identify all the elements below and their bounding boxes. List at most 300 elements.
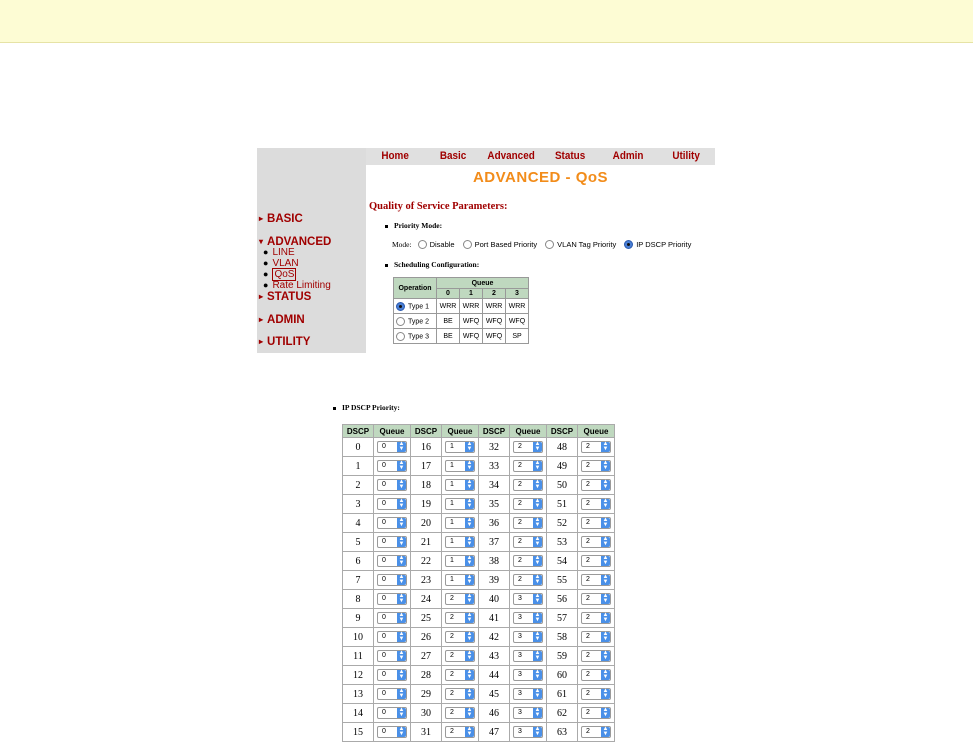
dscp-value: 44 (479, 666, 509, 684)
queue-select[interactable] (513, 479, 543, 491)
dscp-value: 17 (411, 457, 441, 475)
queue-select-value: 0 (382, 613, 386, 621)
select-arrows-icon: ▲ ▼ (534, 611, 541, 623)
select-arrows-icon: ▲ ▼ (602, 687, 609, 699)
queue-select-value: 3 (518, 632, 522, 640)
select-arrows-icon: ▲ ▼ (398, 573, 405, 585)
queue-select[interactable] (377, 688, 407, 700)
queue-select[interactable] (445, 688, 475, 700)
sched-row-type3 (394, 329, 528, 343)
nav-basic[interactable] (259, 213, 303, 225)
queue-select[interactable] (513, 707, 543, 719)
queue-select[interactable] (581, 612, 611, 624)
queue-select-value: 3 (518, 613, 522, 621)
mode-vlan-tag-label: VLAN Tag Priority (557, 240, 617, 249)
queue-select[interactable] (513, 688, 543, 700)
dscp-value: 59 (547, 647, 577, 665)
queue-select[interactable] (513, 517, 543, 529)
queue-select[interactable] (581, 574, 611, 586)
radio-vlan-tag[interactable] (545, 240, 554, 249)
sched-cell: WFQ (506, 314, 528, 328)
queue-select[interactable] (377, 460, 407, 472)
sched-cell: WRR (483, 299, 505, 313)
sched-cell: WRR (460, 299, 482, 313)
radio-ip-dscp[interactable] (624, 240, 633, 249)
queue-select-value: 2 (518, 480, 522, 488)
queue-select[interactable] (445, 612, 475, 624)
queue-select-value: 1 (450, 499, 454, 507)
queue-cell (578, 666, 614, 684)
select-arrows-icon: ▲ ▼ (602, 592, 609, 604)
queue-select[interactable] (581, 498, 611, 510)
dscp-value: 61 (547, 685, 577, 703)
qos-section-title: Quality of Service Parameters: (369, 201, 508, 212)
select-arrows-icon: ▲ ▼ (398, 516, 405, 528)
select-arrows-icon: ▲ ▼ (398, 592, 405, 604)
queue-select-value: 2 (586, 461, 590, 469)
dscp-value: 57 (547, 609, 577, 627)
queue-select[interactable] (445, 574, 475, 586)
queue-select-value: 2 (518, 556, 522, 564)
queue-cell (510, 495, 546, 513)
queue-cell (442, 552, 478, 570)
select-arrows-icon: ▲ ▼ (466, 611, 473, 623)
dscp-row (343, 495, 614, 513)
dscp-value: 47 (479, 723, 509, 741)
queue-cell (578, 609, 614, 627)
dscp-value: 25 (411, 609, 441, 627)
select-arrows-icon: ▲ ▼ (466, 668, 473, 680)
queue-select[interactable] (581, 517, 611, 529)
dscp-row (343, 723, 614, 741)
queue-select-value: 0 (382, 708, 386, 716)
topnav-status[interactable]: Status (554, 150, 585, 162)
queue-cell (442, 457, 478, 475)
queue-cell (510, 590, 546, 608)
scheduling-heading (385, 260, 479, 269)
queue-select[interactable] (581, 593, 611, 605)
queue-select[interactable] (581, 688, 611, 700)
mode-option-disable[interactable] (418, 240, 455, 249)
type1-option[interactable] (394, 299, 436, 313)
queue-select-value: 0 (382, 480, 386, 488)
queue-select[interactable] (445, 593, 475, 605)
queue-header: Queue (437, 278, 528, 288)
queue-select[interactable] (377, 536, 407, 548)
queue-select-value: 0 (382, 556, 386, 564)
dscp-value: 40 (479, 590, 509, 608)
queue-select-value: 2 (586, 689, 590, 697)
select-arrows-icon: ▲ ▼ (398, 649, 405, 661)
caret-right-icon: ▸ (259, 337, 264, 346)
queue-cell (442, 647, 478, 665)
queue-select[interactable] (581, 460, 611, 472)
queue-select-value: 0 (382, 651, 386, 659)
select-arrows-icon: ▲ ▼ (398, 497, 405, 509)
select-arrows-icon: ▲ ▼ (466, 459, 473, 471)
queue-select-value: 0 (382, 575, 386, 583)
dscp-value: 53 (547, 533, 577, 551)
queue-cell (442, 628, 478, 646)
queue-select[interactable] (581, 555, 611, 567)
sched-cell: WFQ (483, 329, 505, 343)
top-nav (366, 148, 715, 165)
dscp-value: 26 (411, 628, 441, 646)
sched-cell: WFQ (460, 329, 482, 343)
dscp-value: 31 (411, 723, 441, 741)
queue-select-value: 2 (518, 442, 522, 450)
dscp-value: 58 (547, 628, 577, 646)
queue-select[interactable] (581, 669, 611, 681)
dscp-value: 10 (343, 628, 373, 646)
queue-select[interactable] (581, 441, 611, 453)
queue-col-header: Queue (374, 425, 410, 437)
queue-number-header: 2 (483, 289, 505, 298)
queue-select-value: 2 (450, 727, 454, 735)
queue-select[interactable] (581, 631, 611, 643)
select-arrows-icon: ▲ ▼ (602, 649, 609, 661)
queue-select[interactable] (445, 460, 475, 472)
queue-select[interactable] (377, 517, 407, 529)
mode-ip-dscp-label: IP DSCP Priority (636, 240, 692, 249)
queue-select-value: 2 (586, 632, 590, 640)
select-arrows-icon: ▲ ▼ (466, 516, 473, 528)
queue-select[interactable] (445, 669, 475, 681)
queue-select[interactable] (581, 707, 611, 719)
queue-select[interactable] (513, 536, 543, 548)
queue-select-value: 2 (586, 518, 590, 526)
dscp-value: 32 (479, 438, 509, 456)
radio-disable[interactable] (418, 240, 427, 249)
queue-cell (374, 666, 410, 684)
topnav-basic[interactable]: Basic (440, 150, 467, 162)
type3-option[interactable] (394, 329, 436, 343)
dscp-table (342, 424, 615, 742)
queue-select-value: 2 (450, 613, 454, 621)
nav-item-rate-limiting[interactable]: ● Rate Limiting (263, 280, 331, 291)
radio-type3[interactable] (396, 332, 405, 341)
nav-item-vlan[interactable]: ● VLAN (263, 258, 299, 269)
queue-cell (510, 533, 546, 551)
queue-cell (578, 571, 614, 589)
dscp-heading (333, 403, 400, 412)
select-arrows-icon: ▲ ▼ (466, 440, 473, 452)
dscp-value: 56 (547, 590, 577, 608)
queue-select-value: 1 (450, 556, 454, 564)
select-arrows-icon: ▲ ▼ (466, 478, 473, 490)
bullet-square-icon (385, 225, 388, 228)
queue-select-value: 3 (518, 651, 522, 659)
select-arrows-icon: ▲ ▼ (534, 516, 541, 528)
sched-cell: BE (437, 329, 459, 343)
dscp-value: 3 (343, 495, 373, 513)
top-banner (0, 0, 973, 43)
queue-col-header: Queue (442, 425, 478, 437)
queue-select-value: 1 (450, 480, 454, 488)
queue-cell (510, 438, 546, 456)
sched-cell: BE (437, 314, 459, 328)
select-arrows-icon: ▲ ▼ (398, 611, 405, 623)
dscp-row (343, 533, 614, 551)
scheduling-label: Scheduling Configuration: (394, 260, 480, 269)
queue-select[interactable] (377, 612, 407, 624)
select-arrows-icon: ▲ ▼ (466, 592, 473, 604)
queue-select[interactable] (377, 707, 407, 719)
dscp-value: 35 (479, 495, 509, 513)
sched-cell: WRR (506, 299, 528, 313)
select-arrows-icon: ▲ ▼ (398, 687, 405, 699)
queue-select-value: 2 (586, 499, 590, 507)
queue-select[interactable] (445, 441, 475, 453)
dscp-row (343, 628, 614, 646)
nav-status[interactable] (259, 291, 311, 303)
queue-select-value: 1 (450, 461, 454, 469)
dscp-value: 46 (479, 704, 509, 722)
queue-cell (578, 647, 614, 665)
nav-item-rate-limiting-label: Rate Limiting (272, 280, 331, 291)
mode-port-based-label: Port Based Priority (474, 240, 538, 249)
queue-select-value: 0 (382, 537, 386, 545)
dscp-value: 2 (343, 476, 373, 494)
priority-mode-heading (385, 221, 442, 230)
queue-select[interactable] (377, 650, 407, 662)
queue-select-value: 2 (518, 575, 522, 583)
mode-option-ip-dscp[interactable] (624, 240, 691, 249)
dscp-row (343, 704, 614, 722)
select-arrows-icon: ▲ ▼ (466, 497, 473, 509)
dscp-col-header: DSCP (547, 425, 577, 437)
queue-cell (578, 495, 614, 513)
select-arrows-icon: ▲ ▼ (602, 497, 609, 509)
queue-select[interactable] (377, 555, 407, 567)
nav-utility-label: UTILITY (267, 336, 311, 348)
dscp-value: 5 (343, 533, 373, 551)
dscp-title: IP DSCP Priority: (342, 403, 400, 412)
queue-number-header: 3 (506, 289, 528, 298)
dscp-row (343, 476, 614, 494)
queue-cell (374, 476, 410, 494)
queue-cell (510, 609, 546, 627)
sched-cell: WFQ (460, 314, 482, 328)
radio-type1[interactable] (396, 302, 405, 311)
bullet-square-icon (385, 264, 388, 267)
queue-cell (578, 704, 614, 722)
type3-label: Type 3 (408, 332, 430, 340)
topnav-advanced[interactable]: Advanced (487, 150, 536, 162)
queue-select[interactable] (445, 536, 475, 548)
type2-label: Type 2 (408, 317, 430, 325)
queue-number-header: 0 (437, 289, 459, 298)
dscp-value: 9 (343, 609, 373, 627)
left-nav (257, 148, 366, 353)
select-arrows-icon: ▲ ▼ (466, 725, 473, 737)
select-arrows-icon: ▲ ▼ (534, 706, 541, 718)
queue-cell (442, 704, 478, 722)
dscp-row (343, 438, 614, 456)
mode-option-port-based[interactable] (463, 240, 538, 249)
topnav-utility[interactable]: Utility (672, 150, 700, 162)
select-arrows-icon: ▲ ▼ (398, 478, 405, 490)
queue-cell (578, 552, 614, 570)
dscp-value: 60 (547, 666, 577, 684)
queue-cell (442, 609, 478, 627)
nav-item-line[interactable]: ● LINE (263, 247, 295, 258)
nav-utility[interactable] (259, 336, 310, 348)
select-arrows-icon: ▲ ▼ (602, 725, 609, 737)
dscp-value: 18 (411, 476, 441, 494)
queue-select-value: 1 (450, 537, 454, 545)
queue-select[interactable] (513, 650, 543, 662)
radio-type2[interactable] (396, 317, 405, 326)
queue-cell (578, 476, 614, 494)
queue-select[interactable] (581, 650, 611, 662)
queue-select-value: 2 (586, 480, 590, 488)
queue-select[interactable] (377, 593, 407, 605)
queue-select[interactable] (445, 650, 475, 662)
dscp-value: 62 (547, 704, 577, 722)
dscp-value: 38 (479, 552, 509, 570)
select-arrows-icon: ▲ ▼ (602, 611, 609, 623)
queue-select[interactable] (513, 460, 543, 472)
dscp-value: 43 (479, 647, 509, 665)
queue-select[interactable] (513, 631, 543, 643)
queue-cell (374, 533, 410, 551)
queue-cell (578, 590, 614, 608)
dscp-row (343, 590, 614, 608)
queue-select-value: 0 (382, 727, 386, 735)
sched-row-type2 (394, 314, 528, 328)
queue-select[interactable] (513, 574, 543, 586)
queue-cell (374, 571, 410, 589)
operation-header: Operation (394, 278, 436, 298)
dscp-value: 50 (547, 476, 577, 494)
dscp-col-header: DSCP (479, 425, 509, 437)
dscp-row (343, 666, 614, 684)
queue-select-value: 2 (450, 670, 454, 678)
queue-cell (442, 438, 478, 456)
queue-select-value: 2 (450, 651, 454, 659)
queue-select-value: 2 (586, 708, 590, 716)
queue-cell (374, 609, 410, 627)
queue-select-value: 2 (450, 689, 454, 697)
advanced-submenu (263, 247, 331, 291)
dscp-value: 33 (479, 457, 509, 475)
dscp-value: 19 (411, 495, 441, 513)
type2-option[interactable] (394, 314, 436, 328)
select-arrows-icon: ▲ ▼ (534, 554, 541, 566)
select-arrows-icon: ▲ ▼ (466, 554, 473, 566)
select-arrows-icon: ▲ ▼ (398, 440, 405, 452)
queue-cell (578, 628, 614, 646)
caret-right-icon: ▸ (259, 214, 264, 223)
dscp-value: 16 (411, 438, 441, 456)
queue-select-value: 0 (382, 670, 386, 678)
radio-port-based[interactable] (463, 240, 472, 249)
queue-cell (374, 685, 410, 703)
dscp-value: 13 (343, 685, 373, 703)
dscp-value: 51 (547, 495, 577, 513)
queue-select-value: 2 (518, 537, 522, 545)
queue-select[interactable] (377, 498, 407, 510)
queue-select[interactable] (513, 498, 543, 510)
queue-select-value: 3 (518, 727, 522, 735)
queue-cell (510, 476, 546, 494)
queue-select[interactable] (377, 574, 407, 586)
page-title: ADVANCED - QoS (472, 169, 609, 186)
queue-cell (510, 628, 546, 646)
select-arrows-icon: ▲ ▼ (398, 706, 405, 718)
queue-select-value: 2 (586, 537, 590, 545)
sched-cell: WRR (437, 299, 459, 313)
dscp-value: 30 (411, 704, 441, 722)
queue-cell (374, 457, 410, 475)
queue-select[interactable] (513, 612, 543, 624)
nav-item-qos[interactable]: ● QoS (263, 269, 295, 280)
select-arrows-icon: ▲ ▼ (534, 725, 541, 737)
queue-select[interactable] (513, 441, 543, 453)
queue-select[interactable] (513, 669, 543, 681)
dscp-value: 6 (343, 552, 373, 570)
queue-select[interactable] (581, 479, 611, 491)
dscp-value: 39 (479, 571, 509, 589)
queue-select-value: 2 (450, 632, 454, 640)
select-arrows-icon: ▲ ▼ (534, 649, 541, 661)
queue-select[interactable] (445, 555, 475, 567)
mode-disable-label: Disable (429, 240, 455, 249)
dscp-value: 41 (479, 609, 509, 627)
queue-select[interactable] (377, 669, 407, 681)
queue-select[interactable] (377, 631, 407, 643)
dscp-row (343, 457, 614, 475)
queue-select[interactable] (445, 517, 475, 529)
queue-select[interactable] (581, 536, 611, 548)
nav-admin[interactable] (259, 314, 305, 326)
dscp-row (343, 514, 614, 532)
queue-select[interactable] (445, 707, 475, 719)
mode-option-vlan-tag[interactable] (545, 240, 616, 249)
queue-select[interactable] (377, 479, 407, 491)
topnav-admin[interactable]: Admin (612, 150, 644, 162)
select-arrows-icon: ▲ ▼ (602, 630, 609, 642)
dscp-body (343, 438, 614, 741)
queue-cell (442, 590, 478, 608)
queue-select[interactable] (445, 631, 475, 643)
queue-select-value: 3 (518, 594, 522, 602)
dscp-value: 4 (343, 514, 373, 532)
queue-col-header: Queue (510, 425, 546, 437)
sched-cell: WFQ (483, 314, 505, 328)
queue-select[interactable] (445, 498, 475, 510)
queue-select[interactable] (513, 593, 543, 605)
topnav-home[interactable]: Home (381, 150, 409, 162)
select-arrows-icon: ▲ ▼ (466, 573, 473, 585)
queue-select[interactable] (377, 441, 407, 453)
queue-cell (374, 628, 410, 646)
queue-select[interactable] (445, 479, 475, 491)
queue-cell (442, 571, 478, 589)
dscp-value: 7 (343, 571, 373, 589)
select-arrows-icon: ▲ ▼ (534, 478, 541, 490)
queue-cell (442, 476, 478, 494)
dscp-value: 48 (547, 438, 577, 456)
queue-select[interactable] (513, 555, 543, 567)
dscp-row (343, 571, 614, 589)
queue-select-value: 2 (518, 499, 522, 507)
queue-cell (374, 704, 410, 722)
queue-cell (578, 438, 614, 456)
nav-status-label: STATUS (267, 291, 312, 303)
queue-cell (374, 514, 410, 532)
